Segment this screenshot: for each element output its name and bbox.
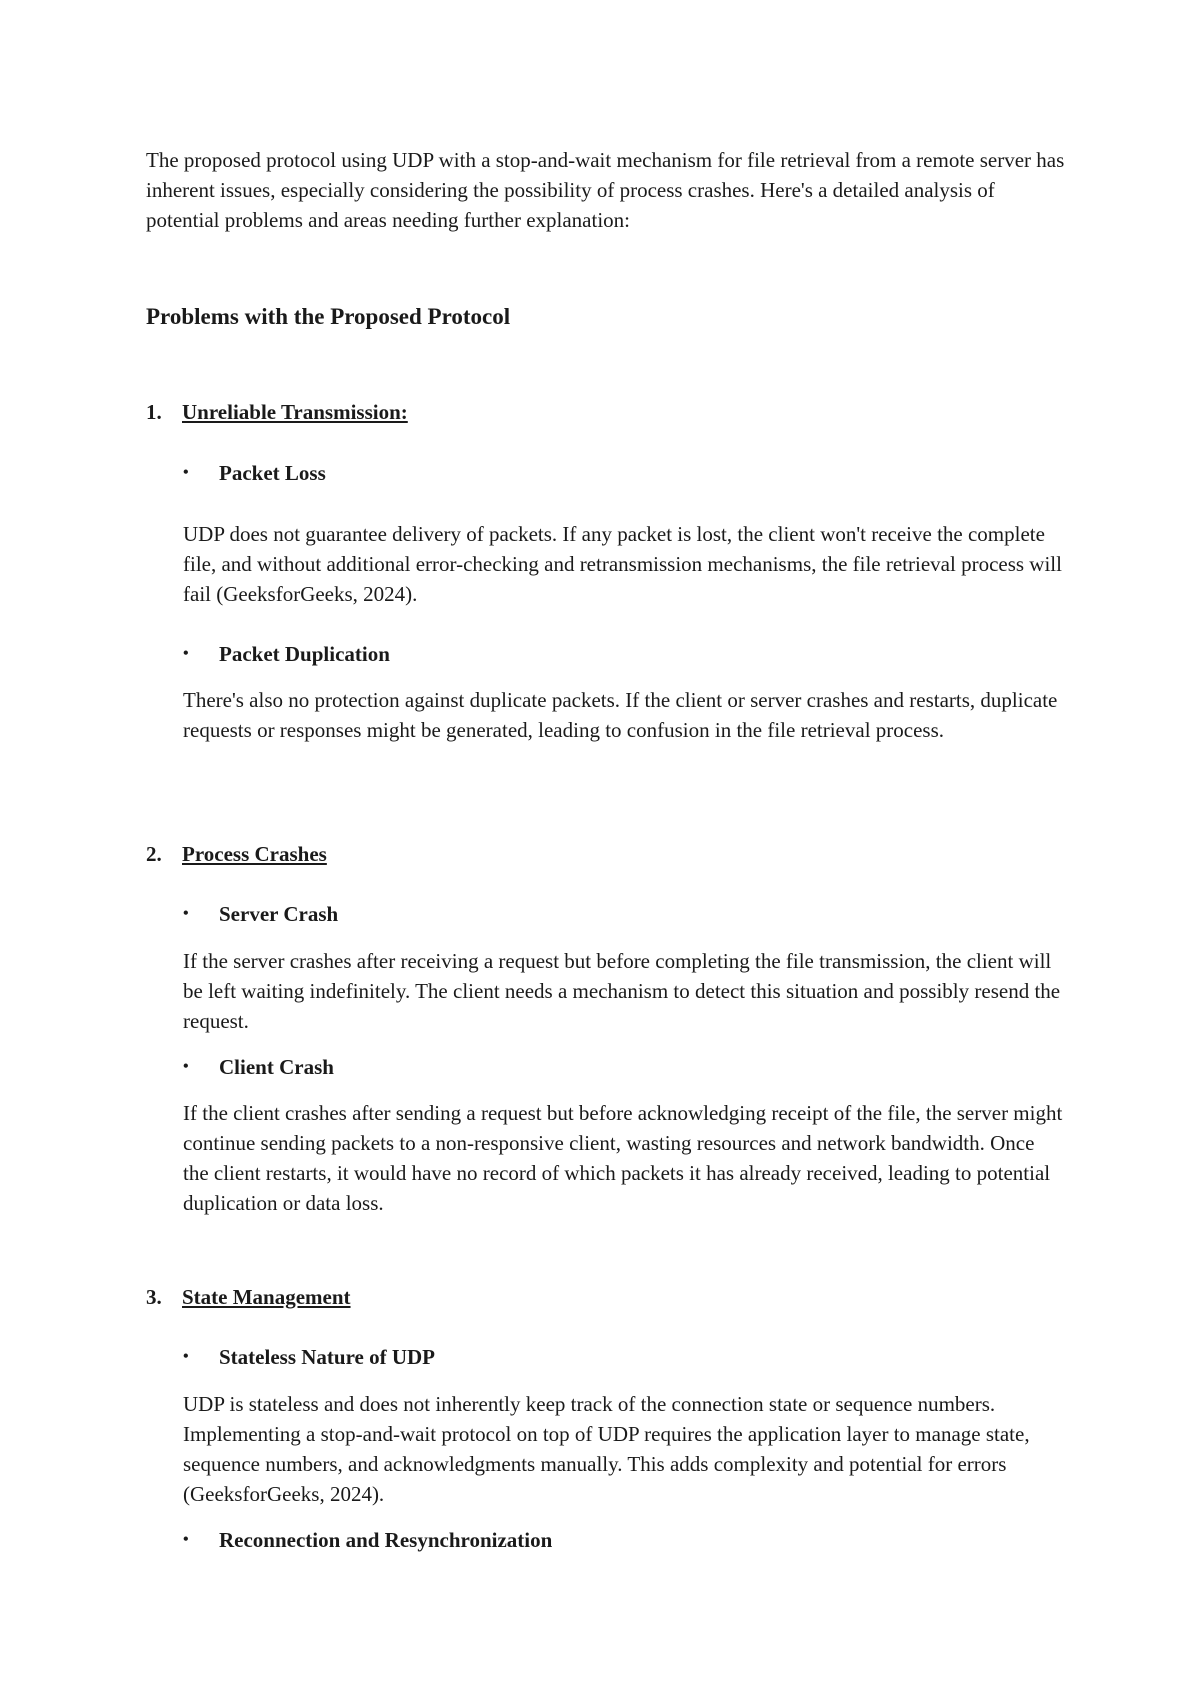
item-title: State Management xyxy=(182,1285,351,1309)
bullet-title: Client Crash xyxy=(219,1055,334,1079)
item-number: 2. xyxy=(146,842,162,866)
bullet-icon: • xyxy=(183,645,189,662)
bullet-item-stateless-nature xyxy=(183,1342,435,1372)
bullet-item-packet-duplication xyxy=(183,639,390,669)
bullet-paragraph: There's also no protection against duplicate packets. If the client or server crashes and restarts, duplicate requests or responses might be generated, leading to confusion in the file retrieval process. xyxy=(183,688,1058,742)
bullet-paragraph: If the client crashes after sending a request but before acknowledging receipt of the file, the server might continue sending packets to a non-responsive client, wasting resources and network bandwidth. Once the client restarts, it would have no record of which packets it has already received, leading to potential duplication or data loss. xyxy=(183,1101,1063,1215)
item-title: Process Crashes xyxy=(182,842,327,866)
section-heading: Problems with the Proposed Protocol xyxy=(146,304,511,329)
bullet-paragraph: UDP does not guarantee delivery of packets. If any packet is lost, the client won't receive the complete file, and without additional error-checking and retransmission mechanisms, the file retrieval process will fail (GeeksforGeeks, 2024). xyxy=(183,522,1062,606)
bullet-icon: • xyxy=(183,905,189,922)
item-number: 1. xyxy=(146,400,162,424)
bullet-paragraph: UDP is stateless and does not inherently keep track of the connection state or sequence numbers. Implementing a stop-and-wait protocol on top of UDP requires the application layer to manage state, sequence numbers, and acknowledgments manually. This adds complexity and potential for errors (GeeksforGeeks, 2024). xyxy=(183,1392,1030,1506)
intro-paragraph xyxy=(146,145,1066,235)
bullet-icon: • xyxy=(183,1531,189,1548)
bullet-item-reconnection xyxy=(183,1525,552,1555)
bullet-icon: • xyxy=(183,464,189,481)
intro-text: The proposed protocol using UDP with a stop-and-wait mechanism for file retrieval from a remote server has inherent issues, especially considering the possibility of process crashes. Here's a detailed analysis of potential problems and areas needing further explanation: xyxy=(146,148,1065,232)
numbered-item-3 xyxy=(146,1282,351,1312)
bullet-title: Reconnection and Resynchronization xyxy=(219,1528,553,1552)
item-title: Unreliable Transmission: xyxy=(182,400,408,424)
bullet-item-server-crash xyxy=(183,899,338,929)
bullet-icon: • xyxy=(183,1348,189,1365)
bullet-item-client-crash xyxy=(183,1052,334,1082)
bullet-title: Stateless Nature of UDP xyxy=(219,1345,435,1369)
bullet-icon: • xyxy=(183,1058,189,1075)
item-number: 3. xyxy=(146,1285,162,1309)
bullet-title: Packet Loss xyxy=(219,461,326,485)
bullet-title: Server Crash xyxy=(219,902,339,926)
numbered-item-1 xyxy=(146,397,408,427)
bullet-item-packet-loss xyxy=(183,458,326,488)
numbered-item-2 xyxy=(146,839,327,869)
bullet-title: Packet Duplication xyxy=(219,642,390,666)
bullet-paragraph: If the server crashes after receiving a request but before completing the file transmission, the client will be left waiting indefinitely. The client needs a mechanism to detect this situation and possibly resend the request. xyxy=(183,949,1061,1033)
